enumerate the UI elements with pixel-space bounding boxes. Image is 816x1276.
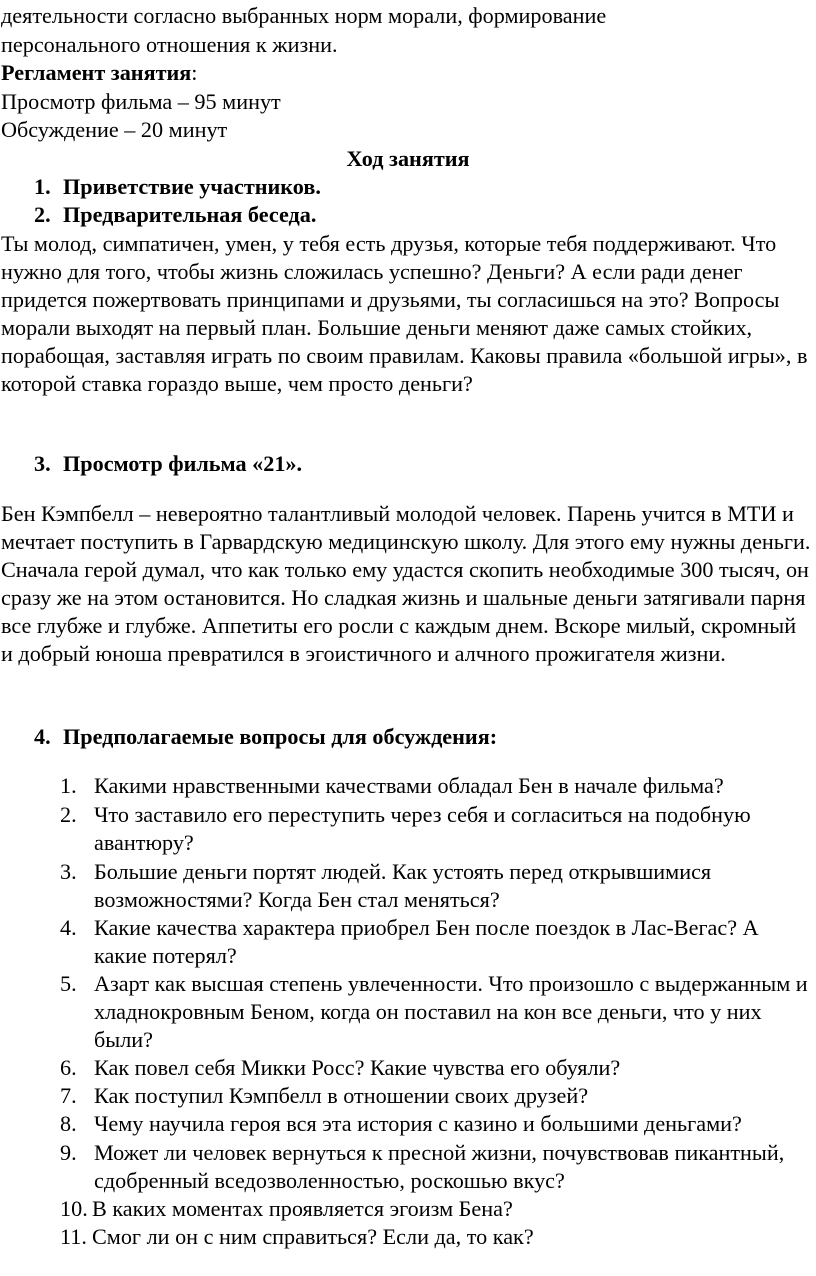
step-number: 2. — [34, 202, 51, 227]
regulation-item-film: Просмотр фильма – 95 минут — [1, 89, 281, 114]
question-item — [60, 1195, 815, 1223]
question-number: 11. — [60, 1224, 87, 1249]
question-number: 4. — [60, 915, 77, 940]
question-number: 2. — [60, 802, 77, 827]
conversation-paragraph: Ты молод, симпатичен, умен, у тебя есть друзья, которые тебя поддерживают. Что нужно для того, чтобы жизнь сложилась успешно? Деньги? А если ради денег придется пожертвовать принципами и друзьями, ты согласишься на это? Вопросы морали выходят на первый план. Большие деньги меняют даже самых стойких, порабощая, заставляя играть по своим правилам. Каковы правила «большой игры», в которой ставка гораздо выше, чем просто деньги? — [1, 231, 808, 397]
question-item — [60, 970, 815, 1054]
step-label: Предполагаемые вопросы для обсуждения: — [63, 724, 498, 749]
question-number: 10. — [60, 1196, 88, 1221]
question-number: 1. — [60, 773, 77, 798]
question-item — [60, 1110, 815, 1138]
question-text: Какие качества характера приобрел Бен после поездок в Лас-Вегас? А какие потерял? — [94, 915, 759, 969]
question-item — [60, 1082, 815, 1110]
question-number: 6. — [60, 1055, 77, 1080]
synopsis-paragraph: Бен Кэмпбелл – невероятно талантливый молодой человек. Парень учится в МТИ и мечтает поступить в Гарвардскую медицинскую школу. Для этого ему нужны деньги. Сначала герой думал, что как только ему удастся скопить необходимые 300 тысяч, он сразу же на этом остановится. Но сладкая жизнь и шальные деньги затягивали парня все глубже и глубже. Аппетиты его росли с каждым днем. Вскоре милый, скромный и добрый юноша превратился в эгоистичного и алчного прожигателя жизни. — [1, 501, 811, 667]
step-label: Просмотр фильма «21». — [63, 451, 303, 476]
question-item — [60, 914, 815, 970]
question-item — [60, 1139, 815, 1195]
regulation-heading-line — [1, 59, 197, 87]
regulation-colon: : — [191, 60, 198, 85]
step-conversation — [34, 201, 316, 229]
question-text: Какими нравственными качествами обладал Бен в начале фильма? — [94, 773, 724, 798]
question-text: Смог ли он с ним справиться? Если да, то как? — [92, 1224, 534, 1249]
question-number: 8. — [60, 1111, 77, 1136]
question-text: Большие деньги портят людей. Как устоять перед открывшимися возможностями? Когда Бен стал меняться? — [94, 859, 712, 913]
step-greeting — [34, 173, 321, 201]
intro-line-1: деятельности согласно выбранных норм морали, формирование — [1, 3, 607, 28]
lesson-title: Ход занятия — [346, 146, 470, 171]
regulation-heading: Регламент занятия — [1, 60, 192, 85]
intro-line-2: персонального отношения к жизни. — [1, 32, 338, 57]
question-text: Что заставило его переступить через себя и согласиться на подобную авантюру? — [94, 802, 751, 856]
question-number: 9. — [60, 1140, 77, 1165]
question-number: 7. — [60, 1083, 77, 1108]
question-text: Как повел себя Микки Росс? Какие чувства его обуяли? — [94, 1055, 621, 1080]
question-number: 5. — [60, 971, 77, 996]
step-number: 3. — [34, 451, 51, 476]
question-text: Азарт как высшая степень увлеченности. Что произошло с выдержанным и хладнокровным Беном, когда он поставил на кон все деньги, что у них были? — [94, 971, 808, 1053]
step-film — [34, 450, 302, 478]
step-label: Приветствие участников. — [63, 174, 321, 199]
step-number: 4. — [34, 724, 51, 749]
question-item — [60, 1054, 815, 1082]
question-text: Может ли человек вернуться к пресной жизни, почувствовав пикантный, сдобренный вседозволенностью, роскошью вкус? — [94, 1140, 785, 1194]
question-number: 3. — [60, 859, 77, 884]
question-item — [60, 1223, 815, 1251]
step-number: 1. — [34, 174, 51, 199]
question-item — [60, 801, 815, 857]
question-item — [60, 772, 815, 800]
question-item — [60, 858, 815, 914]
question-text: В каких моментах проявляется эгоизм Бена? — [92, 1196, 513, 1221]
regulation-item-discussion: Обсуждение – 20 минут — [1, 117, 228, 142]
step-label: Предварительная беседа. — [63, 202, 317, 227]
question-text: Как поступил Кэмпбелл в отношении своих друзей? — [94, 1083, 589, 1108]
question-text: Чему научила героя вся эта история с казино и большими деньгами? — [94, 1111, 742, 1136]
step-questions — [34, 723, 497, 751]
